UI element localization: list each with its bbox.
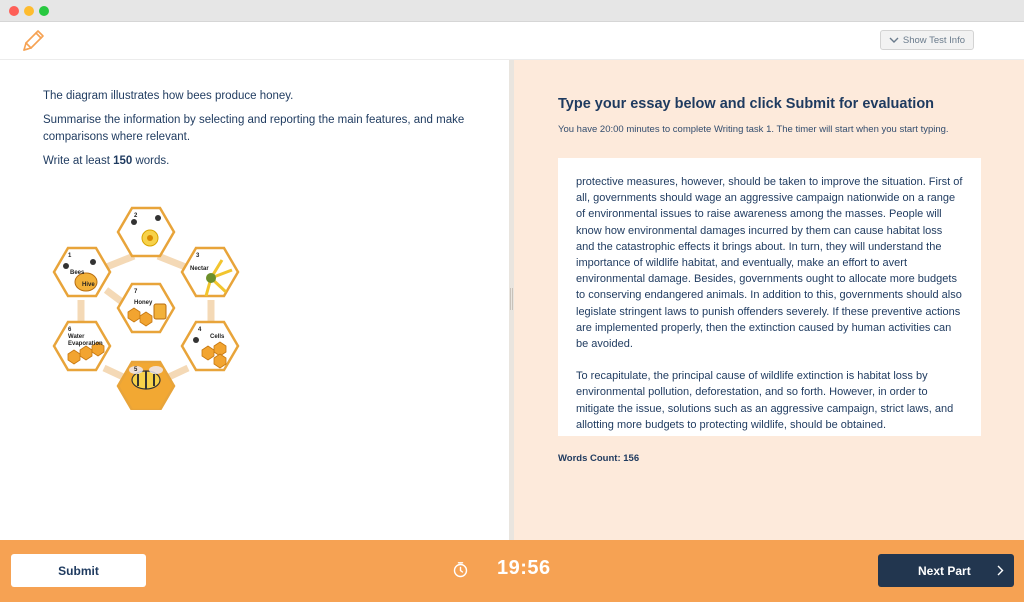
diagram-label-6: 6 [68,327,72,333]
prompt-line-3 [43,153,483,170]
diagram-label-3: 3 [196,253,200,259]
diagram-label-5: 5 [134,367,138,373]
countdown-timer: 19:56 [497,557,551,579]
hex-stage-5 [118,362,174,410]
diagram-label-hive: Hive [82,282,95,288]
essay-textarea[interactable] [558,158,981,436]
show-test-info-button[interactable] [880,30,974,50]
submit-button[interactable]: Submit [11,554,146,587]
hex-stage-4 [182,322,238,370]
window-titlebar [0,0,1024,22]
word-minimum-count: 150 [113,155,133,167]
timer-icon [452,561,469,578]
prompt-line-1: The diagram illustrates how bees produce honey. [43,90,294,102]
honey-production-diagram [46,200,246,410]
diagram-label-7: 7 [134,289,138,295]
close-window-button[interactable] [9,6,19,16]
chevron-down-icon [889,35,899,45]
hex-stage-2 [118,208,174,256]
task-prompt-pane [0,60,509,540]
diagram-label-water: Water [68,334,85,340]
next-part-button[interactable] [878,554,1014,587]
diagram-label-bees: Bees [70,270,85,276]
next-part-label: Next Part [918,564,971,578]
prompt-line-2: Summarise the information by selecting and reporting the main features, and make comparisons where relevant. [43,114,465,143]
essay-paragraph: To recapitulate, the principal cause of wildlife extinction is habitat loss by environmental pollution, deforestation, and so forth. However, in order to mitigate the issue, solutions such as an aggressive campaign, strict laws, and allotting more budgets to protecting wildlife, should be obtained. [576,370,954,431]
chevron-right-icon [996,565,1004,576]
diagram-label-2: 2 [134,213,138,219]
hex-stage-7 [118,284,174,332]
resize-grip-icon [510,288,513,310]
essay-pane [514,60,1024,540]
app-header [0,22,1024,60]
footer-bar [0,540,1024,602]
show-test-info-label: Show Test Info [902,34,965,46]
essay-paragraph: protective measures, however, should be taken to improve the situation. First of all, governments should wage an aggressive campaign nationwide on a range of environmental issues to raise awareness among the masses. People will know how environmental damages incurred by them can cause habitat loss and the catastrophic effects it brings about. In turn, they will understand the importance of wildlife habitat, and eventually, make an effort to avert environmental damage. Besides, governments ought to allocate more budgets to conserving endangered animals. In addition to this, governments should also legislate stringent laws to punish offenders severely. If these preventive actions are implemented properly, then the extinction caused by human activities can be avoided. [576,176,963,351]
diagram-label-cells: Cells [210,334,225,340]
hex-stage-3 [182,248,238,296]
word-minimum-suffix: words. [132,155,170,167]
essay-instructions: You have 20:00 minutes to complete Writing task 1. The timer will start when you start typing. [558,124,949,135]
word-count: Words Count: 156 [558,453,640,464]
diagram-label-1: 1 [68,253,72,259]
diagram-label-nectar: Nectar [190,266,209,272]
diagram-label-honey: Honey [134,300,153,306]
essay-title: Type your essay below and click Submit for evaluation [558,96,935,112]
diagram-label-4: 4 [198,327,202,333]
maximize-window-button[interactable] [39,6,49,16]
pencil-icon [20,28,46,54]
minimize-window-button[interactable] [24,6,34,16]
diagram-label-evaporation: Evaporation [68,341,103,347]
word-minimum-prefix: Write at least [43,155,114,167]
task-prompt [43,88,483,177]
